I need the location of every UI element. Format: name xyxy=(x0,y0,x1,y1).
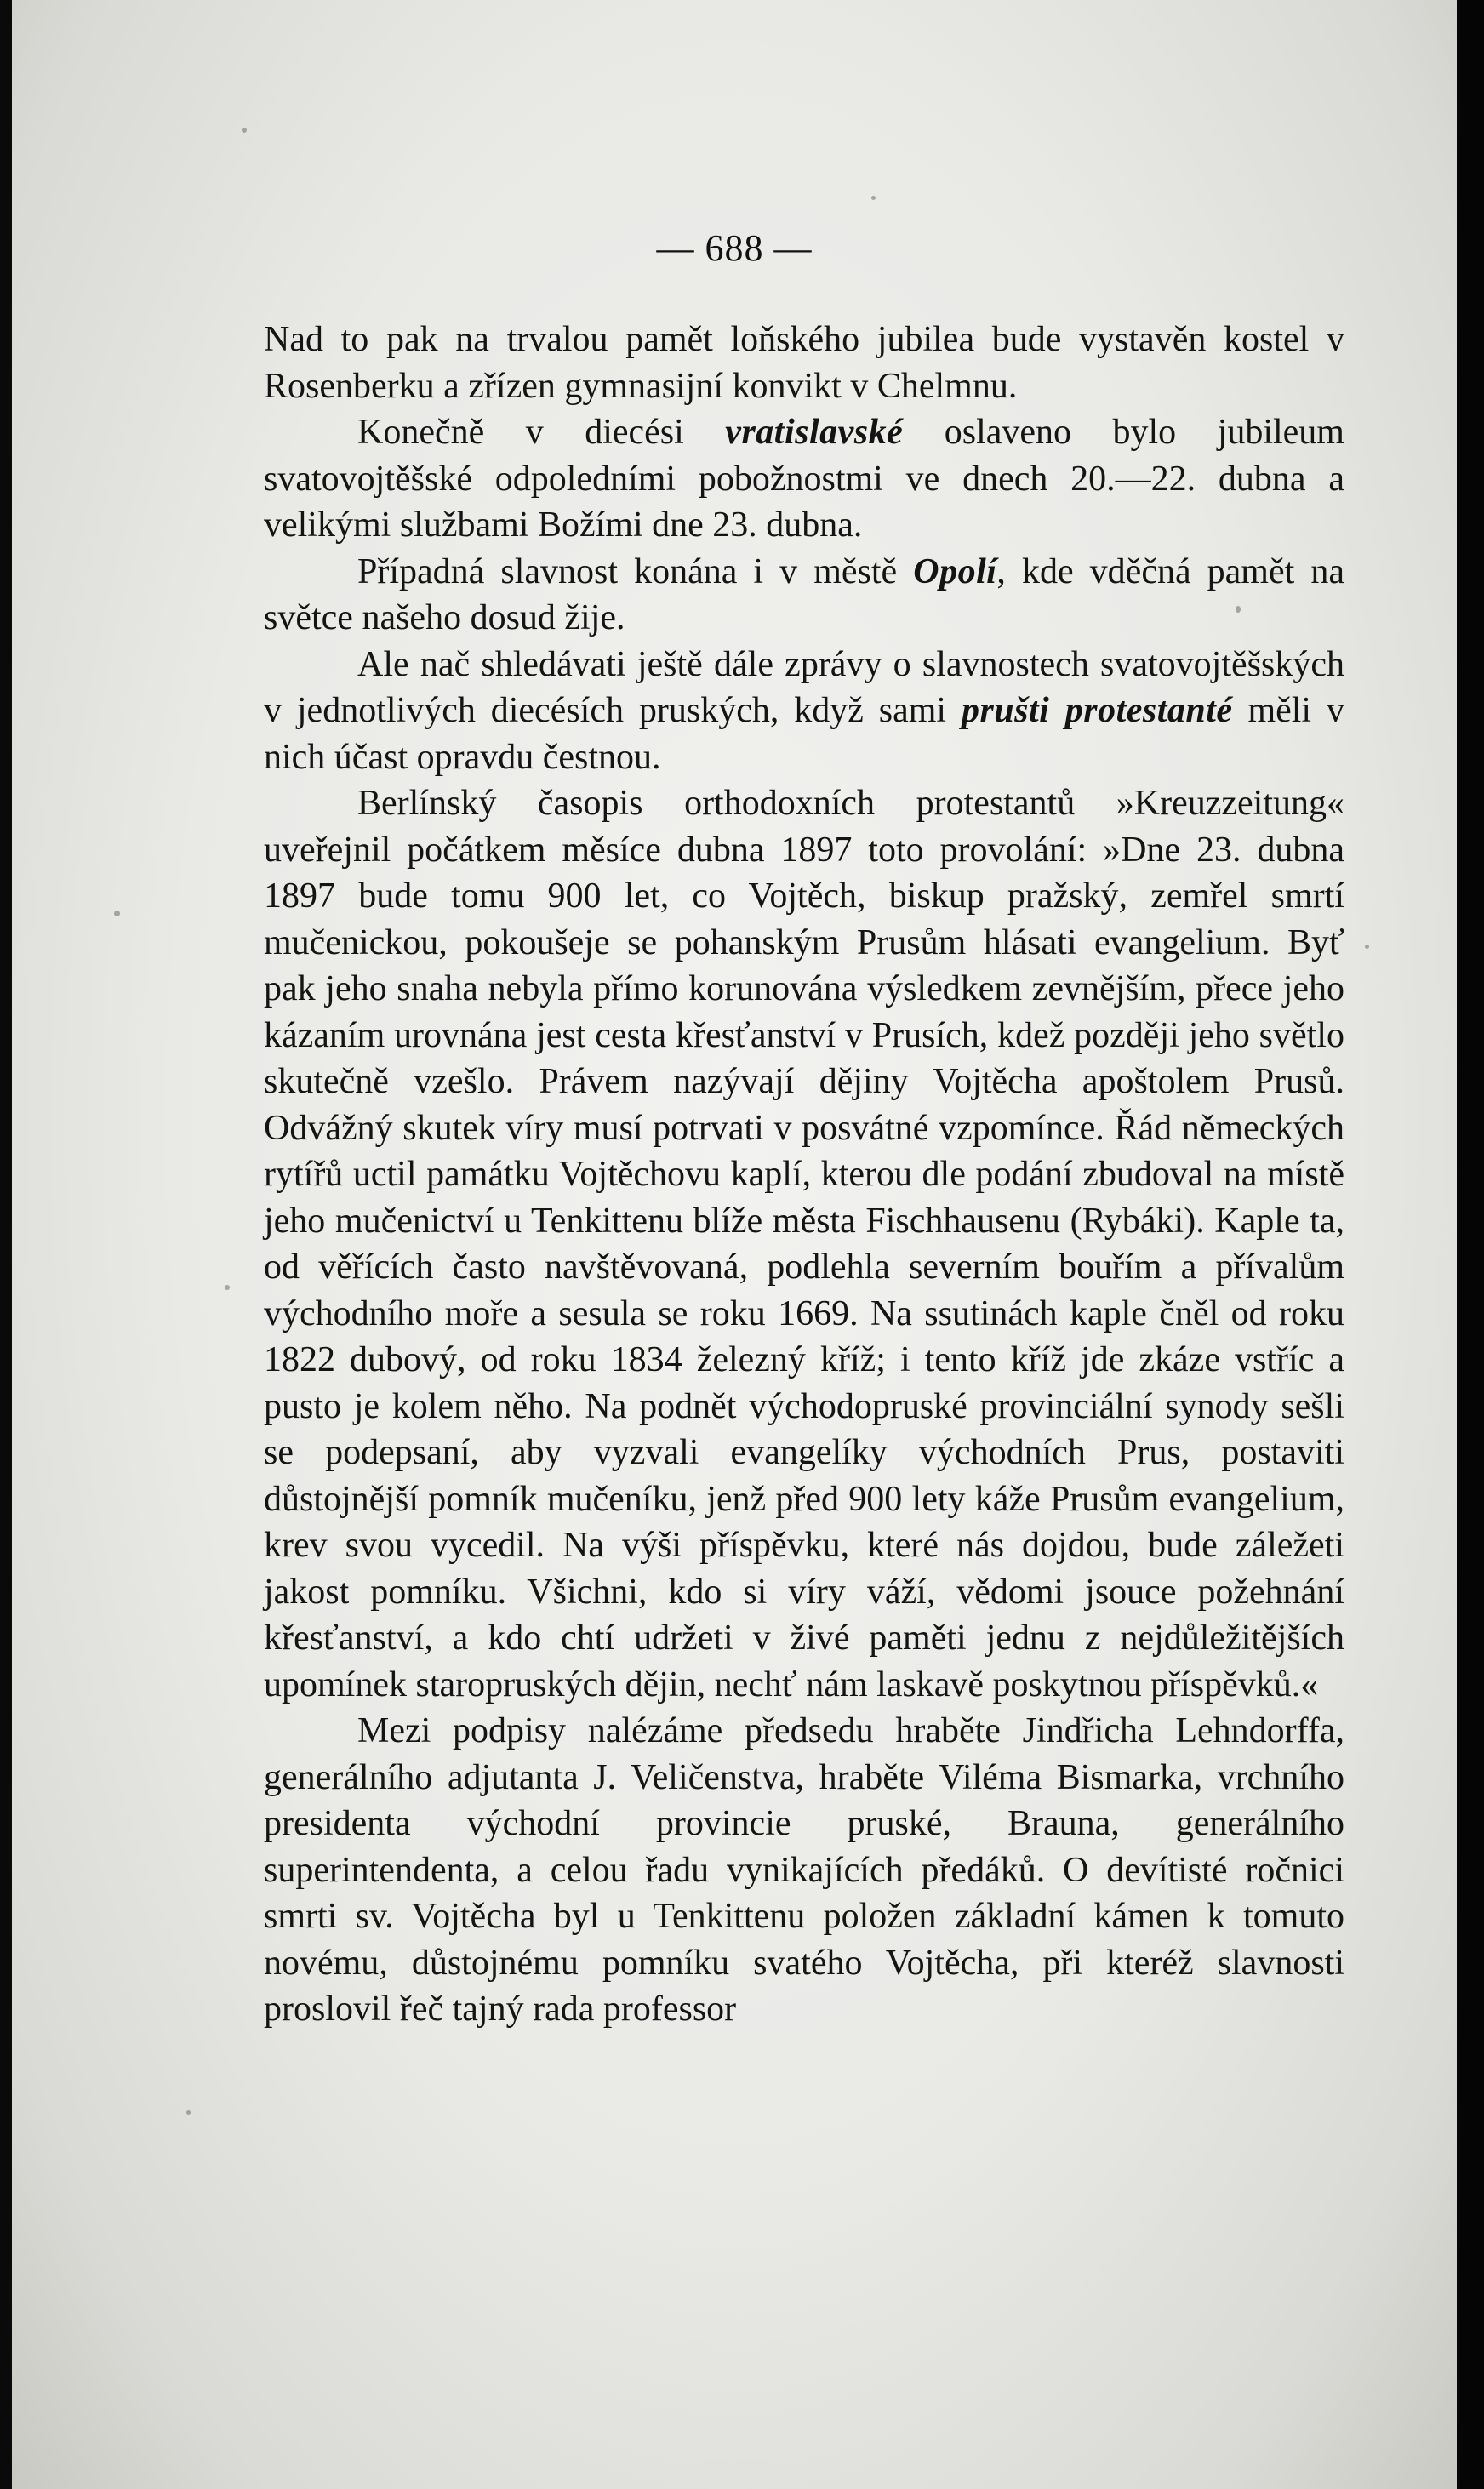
scan-speck xyxy=(186,2110,191,2115)
text-segment: Nad to pak na trvalou pamět loňského jubilea bude vystavěn kostel v Rosenberku a zřízen gymnasijní konvikt v Chelmnu. xyxy=(264,320,1344,406)
paragraph-5 xyxy=(264,780,1344,1708)
paragraph-6 xyxy=(264,1708,1344,2033)
scan-frame-left xyxy=(0,0,12,2489)
text-segment: Ale nač shledávati ještě dále zprávy o slavnostech svatovojtěšských v jednotlivých diecésích pruských, když sami xyxy=(264,644,1344,730)
text-segment: Konečně v diecési xyxy=(357,413,726,452)
text-segment: , kde vděčná pamět na světce našeho dosud žije. xyxy=(264,551,1344,637)
scan-speck xyxy=(242,128,247,133)
text-segment: Berlínský časopis orthodoxních protestantů »Kreuzzeitung« uveřejnil počátkem měsíce dubna 1897 toto provolání: »Dne 23. dubna 1897 bude tomu 900 let, co Vojtěch, biskup pražský, zemřel smrtí mučenickou, pokoušeje se pohanským Prusům hlásati evangelium. Byť pak jeho snaha nebyla přímo korunována výsledkem zevnějším, přece jeho kázaním urovnána jest cesta křesťanství v Prusích, kdež později jeho světlo skutečně vzešlo. Právem nazývají dějiny Vojtěcha apoštolem Prusů. Odvážný skutek víry musí potrvati v posvátné vzpomínce. Řád německých rytířů uctil památku Vojtěchovu kaplí, kterou dle podání zbudoval na místě jeho mučenictví u Tenkittenu blíže města Fischhausenu (Rybáki). Kaple ta, od věřících často navštěvovaná, podlehla severním bouřím a přívalům východního moře a sesula se roku 1669. Na ssutinách kaple čněl od roku 1822 dubový, od roku 1834 železný kříž; i tento kříž jde zkáze vstříc a pusto je kolem něho. Na podnět východopruské provinciální synody sešli se podepsaní, aby vyzvali evangelíky východních Prus, postaviti důstojnější pomník mučeníku, jenž před 900 lety káže Prusům evangelium, krev svou vycedil. Na výši příspěvku, které nás dojdou, bude záležeti jakost pomníku. Všichni, kdo si víry váží, vědomi jsouce požehnání křesťanství, a kdo chtí udržeti v živé paměti jednu z nejdůležitějších upomínek staropruských dějin, nechť nám laskavě poskytnou příspěvků.« xyxy=(264,784,1344,1704)
paragraph-2 xyxy=(264,409,1344,549)
italic-place-name: vratislavské xyxy=(725,413,904,452)
scan-speck xyxy=(114,911,120,916)
paragraph-1 xyxy=(264,317,1344,409)
scan-speck xyxy=(871,196,876,200)
italic-place-name: Opolí xyxy=(913,551,997,591)
scan-speck xyxy=(225,1285,230,1290)
scan-frame-right xyxy=(1457,0,1484,2489)
text-segment: Mezi podpisy nalézáme předsedu hraběte Jindřicha Lehndorffa, generálního adjutanta J. Veličenstva, hraběte Viléma Bismarka, vrchního presidenta východní provincie pruské, Brauna, generálního superintendenta, a celou řadu vynikajících předáků. O devítisté ročnici smrti sv. Vojtěcha byl u Tenkittenu položen základní kámen k tomuto novému, důstojnému pomníku svatého Vojtěcha, při kteréž slavnosti proslovil řeč tajný rada professor xyxy=(264,1711,1344,2029)
text-segment: Případná slavnost konána i v městě xyxy=(357,551,914,591)
paragraph-4 xyxy=(264,642,1344,781)
text-segment: oslaveno bylo jubileum svatovojtěšské odpoledními pobožnostmi ve dnech 20.—22. dubna a velikými službami Božími dne 23. dubna. xyxy=(264,413,1344,545)
scan-speck xyxy=(1365,945,1369,949)
page-number: — 688 — xyxy=(656,227,813,269)
book-page xyxy=(12,0,1457,2489)
italic-emphasis: prušti protestanté xyxy=(961,691,1233,730)
text-segment: měli v nich účast opravdu čestnou. xyxy=(264,691,1344,777)
body-text xyxy=(264,317,1344,2033)
paragraph-3 xyxy=(264,549,1344,642)
